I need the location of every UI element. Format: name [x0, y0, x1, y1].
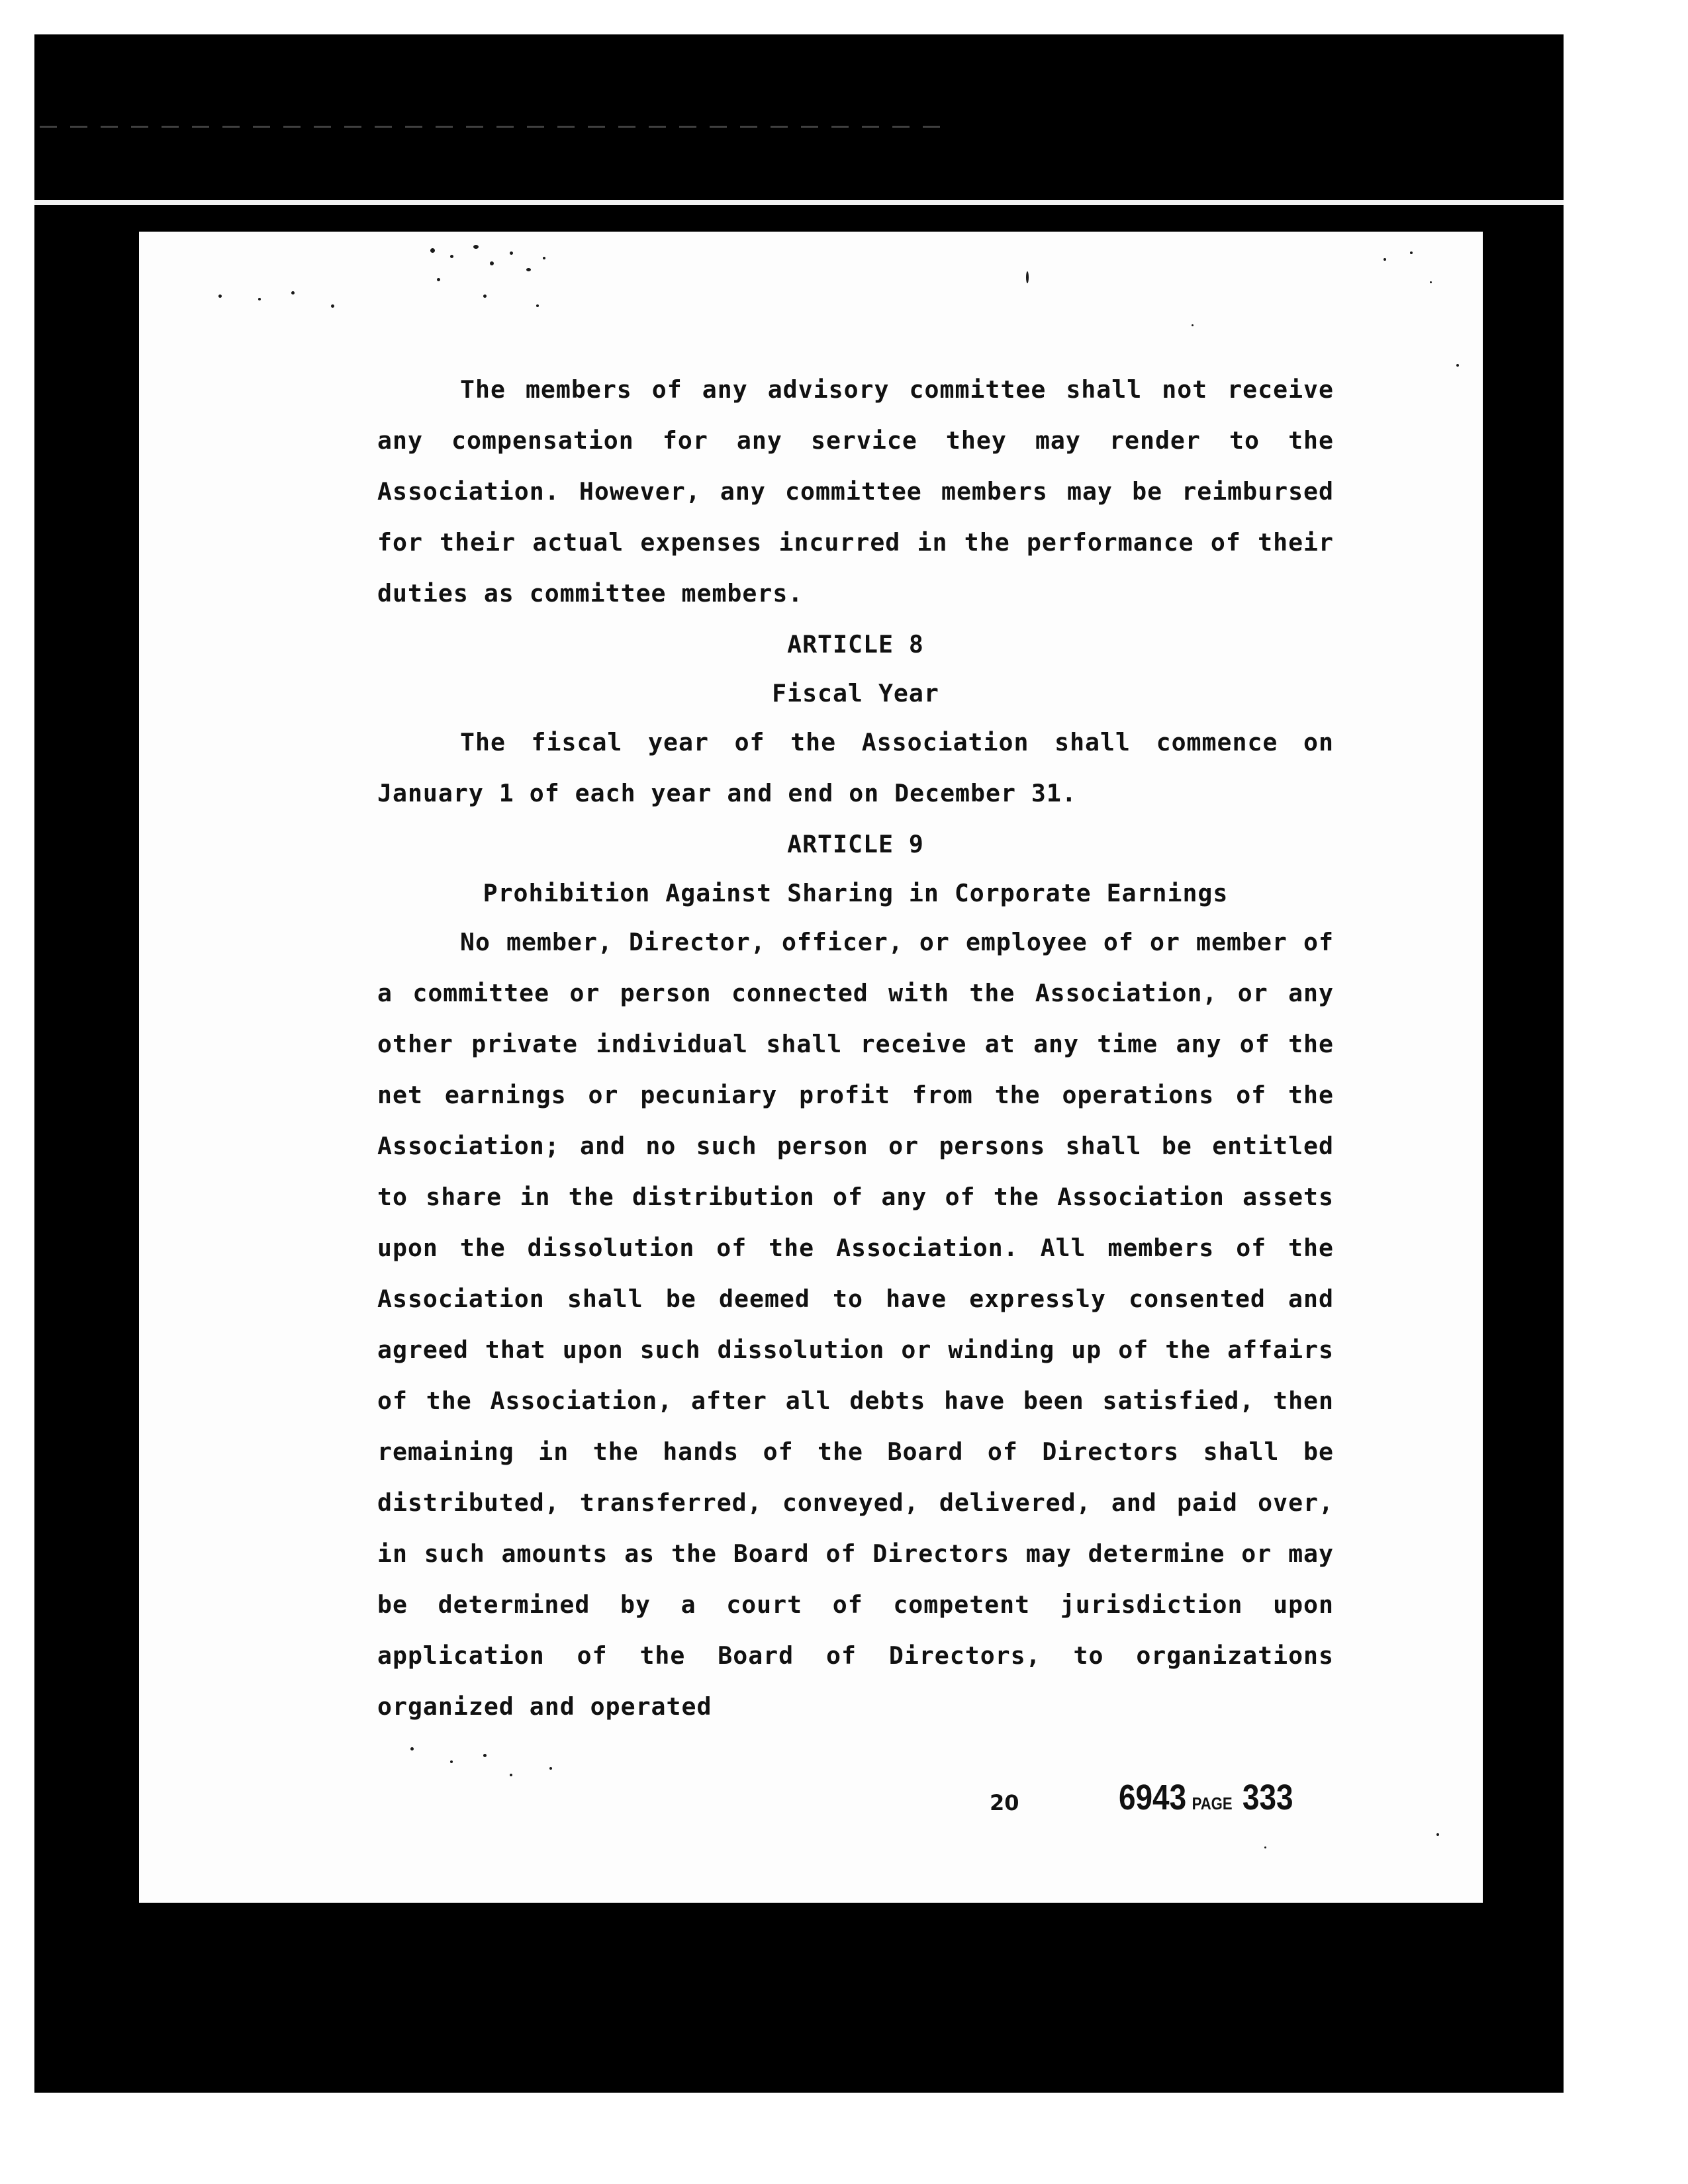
scan-band-gap: [34, 200, 1564, 205]
recording-stamp: [1119, 1777, 1293, 1818]
document-body: [377, 364, 1334, 1732]
scan-scratch: [40, 126, 953, 128]
advisory-committee-paragraph: The members of any advisory committee shall not receive any compensation for any service they may render to the Association. However, any committee members may be reimbursed for their actual expenses incurred in the performance of their duties as committee members.: [377, 375, 1334, 608]
page-number: 20: [990, 1790, 1019, 1815]
fiscal-year-paragraph: The fiscal year of the Association shall commence on January 1 of each year and end on December 31.: [377, 728, 1334, 807]
article-9-heading: ARTICLE 9: [787, 830, 924, 858]
stamp-book-number: 6943: [1119, 1778, 1187, 1817]
stamp-page-label: PAGE: [1192, 1794, 1233, 1813]
article-8-heading: ARTICLE 8: [787, 630, 924, 659]
earnings-prohibition-paragraph: No member, Director, officer, or employee of or member of a committee or person connected with the Association, or any other private individual shall receive at any time any of the net earnings or pecuniary profit from the operations of the Association; and no such person or persons shall be entitled to share in the distribution of any of the Association assets upon the dissolution of the Association. All members of the Association shall be deemed to have expressly consented and agreed that upon such dissolution or winding up of the affairs of the Association, after all debts have been satisfied, then remaining in the hands of the Board of Directors shall be distributed, transferred, conveyed, delivered, and paid over, in such amounts as the Board of Directors may determine or may be determined by a court of competent jurisdiction upon application of the Board of Directors, to organizations organized and operated: [377, 928, 1334, 1721]
stamp-page-number: 333: [1242, 1778, 1293, 1817]
document-page: [139, 232, 1483, 1903]
article-9-subheading: Prohibition Against Sharing in Corporate Earnings: [483, 879, 1229, 907]
article-8-subheading: Fiscal Year: [772, 679, 939, 707]
